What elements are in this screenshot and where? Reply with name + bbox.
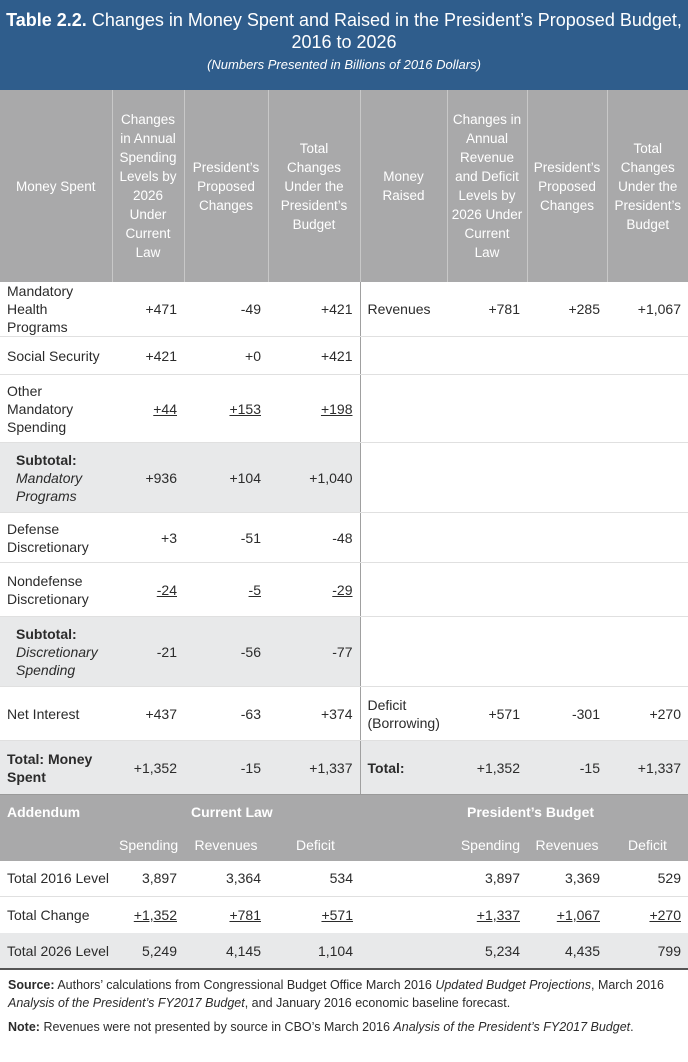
- cell-current-law: +471: [112, 282, 184, 337]
- subtotal-row: [0, 443, 688, 513]
- cell-total: -29: [332, 581, 353, 598]
- addendum-header-row: [0, 795, 688, 829]
- empty-cell: [360, 617, 688, 687]
- cell-raised-proposed: -15: [527, 741, 607, 795]
- cell-total: +421: [268, 282, 360, 337]
- addendum-subheader-row: [0, 829, 688, 861]
- cell-cl-spending: 5,249: [112, 933, 184, 969]
- addendum-row: [0, 861, 688, 897]
- row-label: Nondefense Discretionary: [0, 563, 112, 617]
- cell-pb-revenues: 4,435: [527, 933, 607, 969]
- col-header-spending: Spending: [112, 829, 184, 861]
- cell-proposed: +0: [184, 337, 268, 375]
- cell-pb-deficit: 799: [607, 933, 688, 969]
- row-label: Net Interest: [0, 687, 112, 741]
- cell-current-law: +421: [112, 337, 184, 375]
- budget-table: [0, 90, 688, 969]
- cell-pb-revenues: 3,369: [564, 870, 600, 887]
- cell-cl-revenues: +781: [229, 906, 261, 923]
- col-header-total-changes-spent: Total Changes Under the President’s Budget: [268, 90, 360, 282]
- cell-raised-current-law: +1,352: [447, 741, 527, 795]
- table-title-line2: 2016 to 2026: [291, 32, 397, 52]
- cell-pb-deficit: 529: [657, 870, 681, 887]
- cell-proposed: -63: [184, 687, 268, 741]
- row-label: Social Security: [0, 337, 112, 375]
- cell-current-law: -21: [112, 617, 184, 687]
- cell-cl-deficit: 534: [329, 870, 353, 887]
- cell-cl-spending: 3,897: [141, 870, 177, 887]
- footnotes: [0, 968, 688, 1042]
- cell-current-law: +44: [153, 400, 177, 417]
- table-title-block: [0, 0, 688, 90]
- subtotal-label: Subtotal: Discretionary Spending: [0, 617, 112, 687]
- raised-label: Revenues: [360, 282, 447, 337]
- table-title-text: Changes in Money Spent and Raised in the President’s Proposed Budget,: [91, 10, 682, 30]
- cell-pb-revenues: +1,067: [556, 906, 600, 923]
- cell-raised-proposed: -301: [527, 687, 607, 741]
- cell-proposed: -5: [248, 581, 261, 598]
- col-header-revenues: Revenues: [184, 829, 268, 861]
- cell-pb-spending: +1,337: [476, 906, 520, 923]
- col-header-spending-current-law: Changes in Annual Spending Levels by 2026 Under Current Law: [112, 90, 184, 282]
- col-header-revenues: Revenues: [527, 829, 607, 861]
- cell-total: -77: [268, 617, 360, 687]
- cell-raised-total: +1,067: [607, 282, 688, 337]
- cell-cl-deficit: +571: [321, 906, 353, 923]
- addendum-row: [0, 933, 688, 969]
- cell-current-law: -24: [156, 581, 177, 598]
- addendum-row: [0, 897, 688, 933]
- presidents-budget-group-header: President’s Budget: [447, 795, 688, 829]
- cell-total: +374: [268, 687, 360, 741]
- raised-label: Deficit (Borrowing): [360, 687, 447, 741]
- note-text: Note: Revenues were not presented by source in CBO’s March 2016 Analysis of the President’s FY2017 Budget.: [8, 1020, 634, 1034]
- cell-proposed: -51: [184, 513, 268, 563]
- table-row: [0, 513, 688, 563]
- cell-proposed: -56: [184, 617, 268, 687]
- table-row: [0, 687, 688, 741]
- total-label: Total: Money Spent: [0, 741, 112, 795]
- cell-raised-current-law: +571: [447, 687, 527, 741]
- empty-cell: [360, 563, 688, 617]
- addendum-row-label: Total 2016 Level: [7, 870, 109, 887]
- table-row: [0, 282, 688, 337]
- col-header-proposed-changes-spent: President’s Proposed Changes: [184, 90, 268, 282]
- cell-total: -48: [268, 513, 360, 563]
- table-title: [0, 9, 688, 31]
- empty-cell: [360, 443, 688, 513]
- cell-pb-spending: 5,234: [447, 933, 527, 969]
- current-law-group-header: Current Law: [184, 795, 360, 829]
- cell-proposed: -15: [184, 741, 268, 795]
- col-header-deficit: Deficit: [607, 829, 688, 861]
- addendum-title: Addendum: [0, 795, 112, 829]
- col-header-total-changes-raised: Total Changes Under the President’s Budget: [607, 90, 688, 282]
- empty-cell: [360, 513, 688, 563]
- raised-total-label: Total:: [360, 741, 447, 795]
- addendum-row-label: Total 2026 Level: [0, 933, 112, 969]
- table-number: Table 2.2.: [6, 10, 87, 30]
- cell-cl-deficit: 1,104: [268, 933, 360, 969]
- cell-total: +1,337: [268, 741, 360, 795]
- table-row: [0, 563, 688, 617]
- col-header-deficit: Deficit: [268, 829, 360, 861]
- row-label: Other Mandatory Spending: [0, 375, 112, 443]
- subtotal-row: [0, 617, 688, 687]
- total-row: [0, 741, 688, 795]
- col-header-money-spent: Money Spent: [0, 90, 112, 282]
- cell-raised-proposed: +285: [527, 282, 607, 337]
- cell-cl-spending: +1,352: [133, 906, 177, 923]
- source-note: Source: Authors’ calculations from Congressional Budget Office March 2016 Updated Budget Projections, March 2016 Analysis of the President’s FY2017 Budget, and January 2016 economic baseline forecast.: [8, 978, 664, 1010]
- cell-pb-spending: 3,897: [484, 870, 520, 887]
- cell-cl-revenues: 4,145: [184, 933, 268, 969]
- col-header-revenue-current-law: Changes in Annual Revenue and Deficit Levels by 2026 Under Current Law: [447, 90, 527, 282]
- table-row: [0, 375, 688, 443]
- cell-cl-revenues: 3,364: [225, 870, 261, 887]
- table-subtitle: (Numbers Presented in Billions of 2016 Dollars): [207, 57, 481, 72]
- cell-current-law: +437: [112, 687, 184, 741]
- col-header-proposed-changes-raised: President’s Proposed Changes: [527, 90, 607, 282]
- cell-proposed: +153: [229, 400, 261, 417]
- col-header-money-raised: Money Raised: [360, 90, 447, 282]
- cell-current-law: +3: [112, 513, 184, 563]
- col-header-spending: Spending: [447, 829, 527, 861]
- subtotal-label: Subtotal: Mandatory Programs: [0, 443, 112, 513]
- cell-pb-deficit: +270: [649, 906, 681, 923]
- cell-current-law: +936: [112, 443, 184, 513]
- cell-total: +1,040: [268, 443, 360, 513]
- row-label: Mandatory Health Programs: [0, 282, 112, 337]
- cell-raised-total: +270: [607, 687, 688, 741]
- empty-cell: [360, 337, 688, 375]
- addendum-row-label: Total Change: [7, 906, 90, 923]
- cell-raised-current-law: +781: [447, 282, 527, 337]
- empty-cell: [360, 375, 688, 443]
- table-row: [0, 337, 688, 375]
- cell-raised-total: +1,337: [607, 741, 688, 795]
- header-row: [0, 90, 688, 282]
- row-label: Defense Discretionary: [0, 513, 112, 563]
- cell-current-law: +1,352: [112, 741, 184, 795]
- cell-proposed: +104: [184, 443, 268, 513]
- cell-total: +421: [268, 337, 360, 375]
- cell-proposed: -49: [184, 282, 268, 337]
- cell-total: +198: [320, 400, 353, 417]
